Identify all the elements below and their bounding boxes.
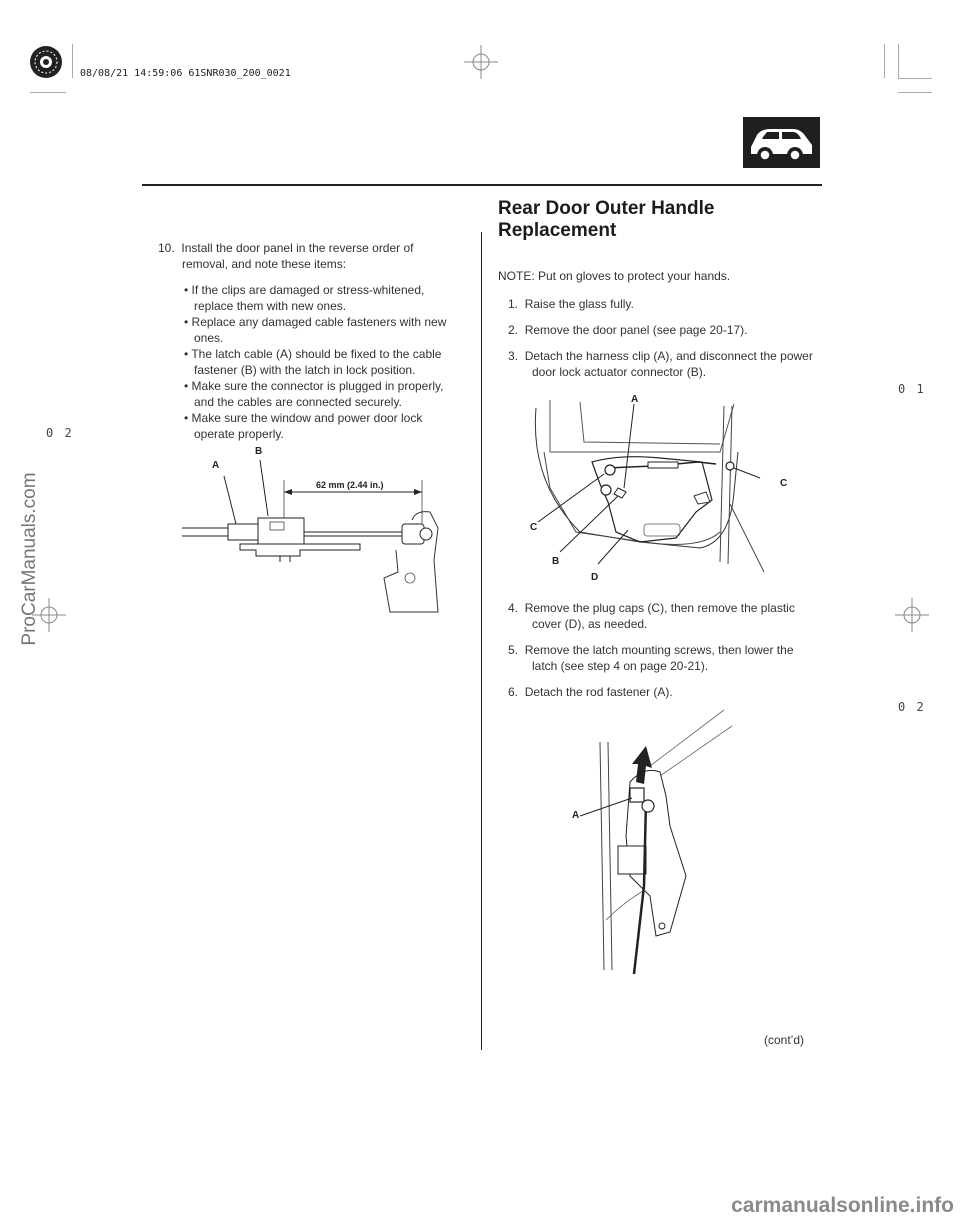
step-10-bullets	[158, 282, 458, 442]
fig2-label-c-right: C	[780, 478, 788, 489]
section-badge	[743, 117, 820, 168]
figure-rod-fastener	[560, 706, 740, 976]
fig2-label-b: B	[552, 556, 560, 567]
watermark-bottom: carmanualsonline.info	[731, 1194, 954, 1217]
section-title	[498, 198, 818, 242]
bullet-item: • Make sure the connector is plugged in properly, and the cables are connected securely.	[184, 379, 444, 409]
car-body-icon	[743, 117, 820, 168]
fig2-label-d: D	[591, 572, 599, 583]
step-2: 2. Remove the door panel (see page 20-17).	[508, 323, 748, 337]
step-10	[158, 240, 458, 442]
bullet-item: • Replace any damaged cable fasteners with new ones.	[184, 315, 447, 345]
continued-note: (cont’d)	[764, 1033, 805, 1047]
page-number-right-top: 0 1	[898, 382, 926, 396]
bullet-item: • The latch cable (A) should be fixed to the cable fastener (B) with the latch in lock position.	[184, 347, 442, 377]
fig2-label-c-left: C	[530, 522, 538, 533]
section-title-line1: Rear Door Outer Handle	[498, 198, 715, 219]
bullet-item: • Make sure the window and power door lock operate properly.	[184, 411, 423, 441]
registration-dot-icon	[28, 44, 64, 80]
fig2-label-a: A	[631, 394, 639, 405]
fig1-dimension: 62 mm (2.44 in.)	[316, 480, 384, 490]
bullet-item: • If the clips are damaged or stress-whitened, replace them with new ones.	[184, 283, 425, 313]
steps-4-6	[508, 600, 818, 700]
step-1: 1. Raise the glass fully.	[508, 297, 634, 311]
step-6: 6. Detach the rod fastener (A).	[508, 685, 673, 699]
print-stamp: 08/08/21 14:59:06 61SNR030_200_0021	[80, 68, 291, 79]
page-number-left: 0 2	[46, 426, 74, 440]
fig1-label-a: A	[212, 460, 220, 471]
step-10-body: Install the door panel in the reverse order of removal, and note these items:	[181, 241, 414, 271]
step-3: 3. Detach the harness clip (A), and disconnect the power door lock actuator connector (B).	[508, 349, 813, 379]
step-10-text	[158, 240, 458, 272]
section-title-line2: Replacement	[498, 220, 617, 241]
steps-1-3	[508, 296, 818, 380]
page-number-right-bottom: 0 2	[898, 700, 926, 714]
fig1-label-b: B	[255, 446, 263, 457]
column-divider	[481, 232, 482, 1050]
header-rule	[142, 184, 822, 186]
figure-door-inner	[520, 392, 800, 582]
fig3-label-a: A	[572, 810, 580, 821]
note-text: NOTE: Put on gloves to protect your hands.	[498, 269, 731, 283]
step-5: 5. Remove the latch mounting screws, then lower the latch (see step 4 on page 20-21).	[508, 643, 794, 673]
step-10-number: 10.	[158, 241, 175, 255]
step-4: 4. Remove the plug caps (C), then remove the plastic cover (D), as needed.	[508, 601, 795, 631]
figure-latch-cable	[180, 440, 450, 620]
crosshair-top-icon	[464, 45, 498, 79]
watermark-side: ProCarManuals.com	[19, 472, 40, 646]
crosshair-right-icon	[895, 598, 929, 632]
